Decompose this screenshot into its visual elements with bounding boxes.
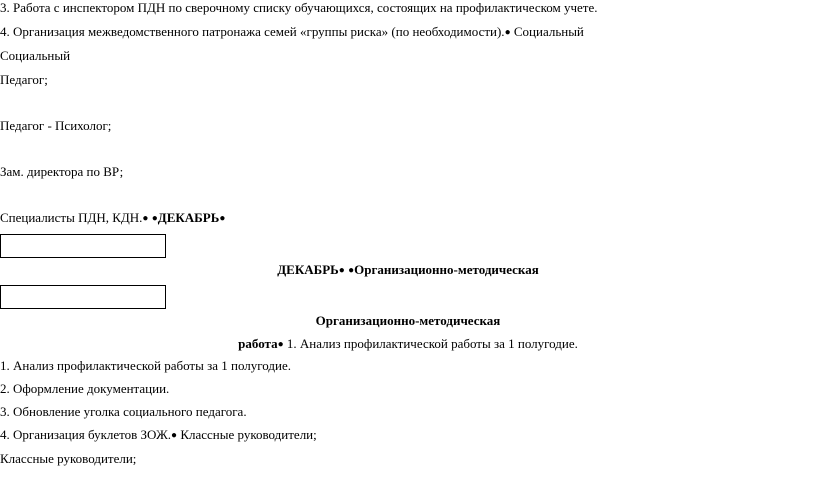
bullet-icon: ● xyxy=(348,265,355,276)
bullet-icon: ● xyxy=(142,213,149,224)
empty-table-cell xyxy=(0,234,166,258)
list-item-analysis: 1. Анализ профилактической работы за 1 полугодие. xyxy=(0,358,291,373)
bullet-icon: ● xyxy=(338,265,345,276)
bullet-icon: ● xyxy=(504,27,511,38)
text-line-social: Социальный xyxy=(0,48,71,63)
bullet-icon: ● xyxy=(277,339,284,350)
bullet-icon: ● xyxy=(151,213,158,224)
list-item-corner-update: 3. Обновление уголка социального педагога. xyxy=(0,404,247,419)
list-item-booklets: 4. Организация буклетов ЗОЖ.● Классные руководители; xyxy=(0,427,317,442)
list-item-documentation: 2. Оформление документации. xyxy=(0,381,170,396)
text-line-psychologist: Педагог - Психолог; xyxy=(0,118,112,133)
text-line-work-analysis: работа● 1. Анализ профилактической работы за 1 полугодие. xyxy=(238,336,578,351)
empty-table-cell xyxy=(0,285,166,309)
text-line-pedagog: Педагог; xyxy=(0,72,48,87)
heading-december: ДЕКАБРЬ● ●Организационно-методическая xyxy=(277,262,539,277)
bullet-icon: ● xyxy=(219,213,226,224)
heading-org-methodical: Организационно-методическая xyxy=(315,313,501,328)
text-line-class-teachers: Классные руководители; xyxy=(0,451,137,466)
text-line-inspector-work: 3. Работа с инспектором ПДН по сверочному списку обучающихся, состоящих на профилактическом учете. xyxy=(0,0,598,15)
text-line-specialists: Специалисты ПДН, КДН.● ●ДЕКАБРЬ● xyxy=(0,210,226,225)
bullet-icon: ● xyxy=(171,430,178,441)
text-line-deputy-director: Зам. директора по ВР; xyxy=(0,164,124,179)
text-line-patronage: 4. Организация межведомственного патронажа семей «группы риска» (по необходимости).● Социальный xyxy=(0,24,584,39)
